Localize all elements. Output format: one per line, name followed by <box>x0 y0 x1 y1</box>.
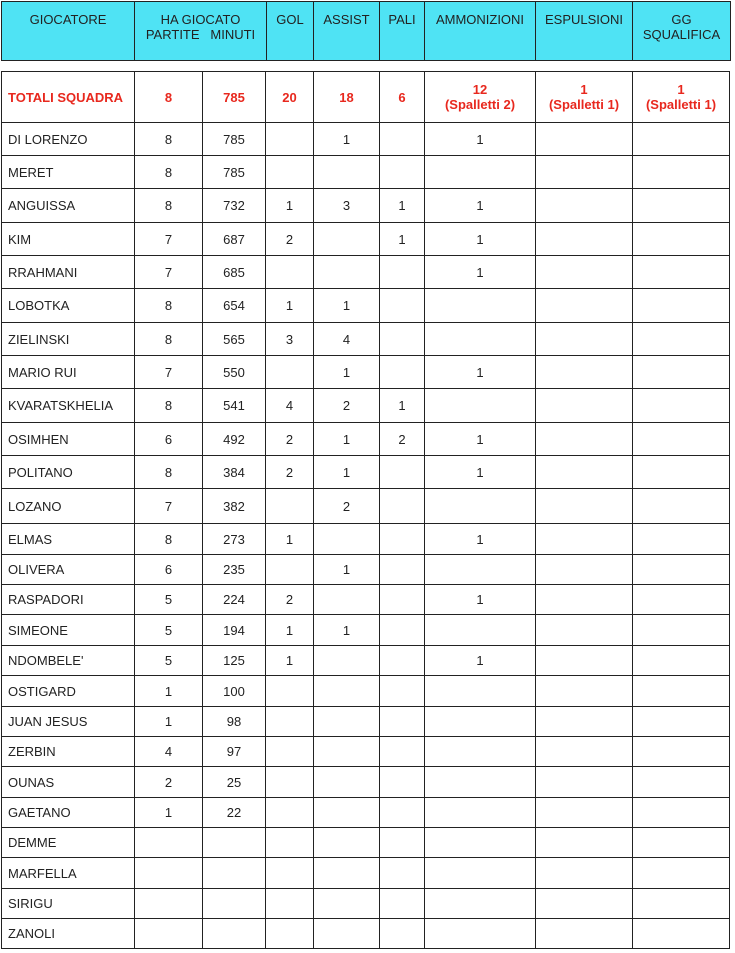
player-gol: 1 <box>266 524 314 555</box>
player-minuti: 22 <box>203 798 266 828</box>
table-row <box>2 256 730 289</box>
totals-ammonizioni-value: 12 <box>472 82 488 97</box>
player-minuti: 685 <box>203 256 266 289</box>
player-squalifica <box>633 798 730 828</box>
player-partite: 1 <box>135 676 203 707</box>
player-espulsioni <box>536 489 633 524</box>
player-pali <box>380 767 425 798</box>
player-name: ZANOLI <box>2 919 135 949</box>
table-row <box>2 767 730 798</box>
player-ammonizioni <box>425 555 536 585</box>
player-ammonizioni <box>425 919 536 949</box>
player-name: NDOMBELE' <box>2 646 135 676</box>
player-ammonizioni <box>425 676 536 707</box>
totals-espulsioni-note: (Spalletti 1) <box>548 97 620 112</box>
player-partite: 6 <box>135 555 203 585</box>
player-pali <box>380 615 425 646</box>
player-squalifica <box>633 585 730 615</box>
player-squalifica <box>633 858 730 889</box>
table-row <box>2 919 730 949</box>
player-squalifica <box>633 123 730 156</box>
player-squalifica <box>633 828 730 858</box>
table-row <box>2 456 730 489</box>
player-squalifica <box>633 323 730 356</box>
player-partite: 6 <box>135 423 203 456</box>
player-name: KIM <box>2 223 135 256</box>
header-pali: PALI <box>380 2 425 61</box>
player-squalifica <box>633 189 730 223</box>
player-pali: 1 <box>380 189 425 223</box>
header-gol: GOL <box>267 2 314 61</box>
player-minuti: 235 <box>203 555 266 585</box>
header-squalifica: SQUALIFICA <box>642 27 721 42</box>
stats-table <box>1 71 730 949</box>
player-partite: 7 <box>135 223 203 256</box>
player-name: ANGUISSA <box>2 189 135 223</box>
player-minuti: 382 <box>203 489 266 524</box>
player-squalifica <box>633 555 730 585</box>
table-row <box>2 798 730 828</box>
player-minuti <box>203 828 266 858</box>
player-pali <box>380 123 425 156</box>
table-row <box>2 707 730 737</box>
player-ammonizioni <box>425 389 536 423</box>
player-minuti <box>203 889 266 919</box>
table-row <box>2 323 730 356</box>
player-partite: 8 <box>135 456 203 489</box>
player-ammonizioni <box>425 156 536 189</box>
player-espulsioni <box>536 707 633 737</box>
player-espulsioni <box>536 919 633 949</box>
player-ammonizioni <box>425 798 536 828</box>
header-gg: GG <box>671 12 692 27</box>
player-gol <box>266 123 314 156</box>
player-gol <box>266 256 314 289</box>
player-ammonizioni: 1 <box>425 646 536 676</box>
table-row <box>2 123 730 156</box>
player-ammonizioni <box>425 737 536 767</box>
player-partite: 8 <box>135 189 203 223</box>
player-gol <box>266 356 314 389</box>
player-pali: 2 <box>380 423 425 456</box>
player-pali <box>380 828 425 858</box>
header-partite-minuti: PARTITE MINUTI <box>145 27 256 42</box>
table-row <box>2 489 730 524</box>
player-minuti: 98 <box>203 707 266 737</box>
player-assist: 3 <box>314 189 380 223</box>
player-minuti: 194 <box>203 615 266 646</box>
player-minuti: 654 <box>203 289 266 323</box>
player-espulsioni <box>536 456 633 489</box>
player-ammonizioni: 1 <box>425 456 536 489</box>
totals-espulsioni-value: 1 <box>580 82 588 97</box>
player-minuti: 25 <box>203 767 266 798</box>
player-assist <box>314 828 380 858</box>
player-minuti: 732 <box>203 189 266 223</box>
player-gol <box>266 767 314 798</box>
player-name: OSIMHEN <box>2 423 135 456</box>
player-minuti: 384 <box>203 456 266 489</box>
player-gol: 2 <box>266 423 314 456</box>
table-row <box>2 189 730 223</box>
player-assist: 1 <box>314 289 380 323</box>
player-ammonizioni: 1 <box>425 423 536 456</box>
player-ammonizioni <box>425 707 536 737</box>
player-gol: 1 <box>266 189 314 223</box>
header-gg-squalifica <box>633 2 731 61</box>
player-squalifica <box>633 289 730 323</box>
player-squalifica <box>633 423 730 456</box>
player-espulsioni <box>536 737 633 767</box>
player-squalifica <box>633 615 730 646</box>
player-name: RASPADORI <box>2 585 135 615</box>
player-pali <box>380 889 425 919</box>
player-minuti: 125 <box>203 646 266 676</box>
player-squalifica <box>633 256 730 289</box>
table-row <box>2 524 730 555</box>
player-name: KVARATSKHELIA <box>2 389 135 423</box>
table-row <box>2 356 730 389</box>
player-gol: 2 <box>266 585 314 615</box>
player-partite: 4 <box>135 737 203 767</box>
player-pali <box>380 156 425 189</box>
player-partite: 8 <box>135 389 203 423</box>
player-pali <box>380 289 425 323</box>
player-squalifica <box>633 389 730 423</box>
totals-partite: 8 <box>135 72 203 123</box>
player-minuti: 687 <box>203 223 266 256</box>
player-pali: 1 <box>380 389 425 423</box>
player-partite: 8 <box>135 156 203 189</box>
header-giocatore: GIOCATORE <box>2 2 135 61</box>
player-squalifica <box>633 524 730 555</box>
player-assist <box>314 737 380 767</box>
player-assist <box>314 767 380 798</box>
player-squalifica <box>633 707 730 737</box>
player-ammonizioni <box>425 289 536 323</box>
player-pali <box>380 676 425 707</box>
player-name: ZIELINSKI <box>2 323 135 356</box>
player-espulsioni <box>536 123 633 156</box>
player-name: SIRIGU <box>2 889 135 919</box>
player-gol: 1 <box>266 646 314 676</box>
player-squalifica <box>633 919 730 949</box>
player-assist: 1 <box>314 423 380 456</box>
player-assist: 2 <box>314 389 380 423</box>
player-ammonizioni <box>425 489 536 524</box>
player-gol <box>266 707 314 737</box>
player-minuti: 273 <box>203 524 266 555</box>
player-partite <box>135 828 203 858</box>
player-ammonizioni <box>425 615 536 646</box>
totals-squalifica-note: (Spalletti 1) <box>645 97 717 112</box>
player-partite: 8 <box>135 123 203 156</box>
player-name: OLIVERA <box>2 555 135 585</box>
totals-ammonizioni-note: (Spalletti 2) <box>444 97 516 112</box>
player-pali <box>380 456 425 489</box>
totals-squalifica-value: 1 <box>677 82 685 97</box>
player-gol: 2 <box>266 456 314 489</box>
player-gol <box>266 676 314 707</box>
header-ammonizioni: AMMONIZIONI <box>425 2 536 61</box>
player-squalifica <box>633 356 730 389</box>
player-name: POLITANO <box>2 456 135 489</box>
player-pali <box>380 489 425 524</box>
player-espulsioni <box>536 389 633 423</box>
player-assist: 1 <box>314 123 380 156</box>
player-partite: 5 <box>135 646 203 676</box>
player-squalifica <box>633 156 730 189</box>
player-pali <box>380 323 425 356</box>
player-gol <box>266 156 314 189</box>
player-ammonizioni: 1 <box>425 524 536 555</box>
player-partite: 7 <box>135 356 203 389</box>
table-row <box>2 828 730 858</box>
player-assist <box>314 858 380 889</box>
totals-minuti: 785 <box>203 72 266 123</box>
player-espulsioni <box>536 767 633 798</box>
player-partite: 1 <box>135 707 203 737</box>
player-ammonizioni <box>425 767 536 798</box>
player-minuti <box>203 919 266 949</box>
player-assist <box>314 798 380 828</box>
player-squalifica <box>633 456 730 489</box>
player-squalifica <box>633 767 730 798</box>
player-pali <box>380 919 425 949</box>
player-partite <box>135 858 203 889</box>
player-minuti: 97 <box>203 737 266 767</box>
player-espulsioni <box>536 858 633 889</box>
totals-squalifica <box>633 72 730 123</box>
player-name: ELMAS <box>2 524 135 555</box>
player-assist: 4 <box>314 323 380 356</box>
player-gol: 1 <box>266 615 314 646</box>
player-gol: 2 <box>266 223 314 256</box>
player-minuti: 785 <box>203 156 266 189</box>
table-row <box>2 156 730 189</box>
player-name: LOBOTKA <box>2 289 135 323</box>
player-name: SIMEONE <box>2 615 135 646</box>
player-partite: 8 <box>135 289 203 323</box>
player-name: DEMME <box>2 828 135 858</box>
player-assist <box>314 256 380 289</box>
player-assist <box>314 676 380 707</box>
header-espulsioni: ESPULSIONI <box>536 2 633 61</box>
player-gol: 3 <box>266 323 314 356</box>
player-espulsioni <box>536 889 633 919</box>
player-ammonizioni: 1 <box>425 123 536 156</box>
table-row <box>2 858 730 889</box>
header-assist: ASSIST <box>314 2 380 61</box>
player-assist <box>314 889 380 919</box>
player-espulsioni <box>536 555 633 585</box>
player-name: LOZANO <box>2 489 135 524</box>
player-espulsioni <box>536 828 633 858</box>
player-squalifica <box>633 646 730 676</box>
player-ammonizioni: 1 <box>425 256 536 289</box>
player-assist: 1 <box>314 555 380 585</box>
player-gol <box>266 798 314 828</box>
player-name: ZERBIN <box>2 737 135 767</box>
player-squalifica <box>633 223 730 256</box>
player-ammonizioni <box>425 323 536 356</box>
player-name: GAETANO <box>2 798 135 828</box>
player-assist: 1 <box>314 456 380 489</box>
player-gol: 4 <box>266 389 314 423</box>
player-gol <box>266 919 314 949</box>
player-espulsioni <box>536 615 633 646</box>
player-assist: 2 <box>314 489 380 524</box>
player-espulsioni <box>536 323 633 356</box>
player-ammonizioni <box>425 828 536 858</box>
player-ammonizioni: 1 <box>425 356 536 389</box>
player-minuti: 785 <box>203 123 266 156</box>
table-row <box>2 737 730 767</box>
player-gol <box>266 555 314 585</box>
player-pali <box>380 798 425 828</box>
player-partite: 8 <box>135 524 203 555</box>
table-row <box>2 223 730 256</box>
player-ammonizioni <box>425 889 536 919</box>
player-pali <box>380 555 425 585</box>
player-minuti <box>203 858 266 889</box>
player-gol <box>266 858 314 889</box>
player-name: DI LORENZO <box>2 123 135 156</box>
totals-espulsioni <box>536 72 633 123</box>
player-gol <box>266 737 314 767</box>
player-squalifica <box>633 489 730 524</box>
player-pali <box>380 646 425 676</box>
player-espulsioni <box>536 676 633 707</box>
player-pali <box>380 737 425 767</box>
player-gol <box>266 889 314 919</box>
player-pali: 1 <box>380 223 425 256</box>
player-assist <box>314 707 380 737</box>
player-partite: 5 <box>135 585 203 615</box>
player-name: MERET <box>2 156 135 189</box>
totals-row <box>2 72 730 123</box>
player-partite: 1 <box>135 798 203 828</box>
player-espulsioni <box>536 156 633 189</box>
player-partite <box>135 919 203 949</box>
player-assist <box>314 223 380 256</box>
player-minuti: 224 <box>203 585 266 615</box>
table-row <box>2 585 730 615</box>
table-row <box>2 676 730 707</box>
table-row <box>2 389 730 423</box>
player-name: RRAHMANI <box>2 256 135 289</box>
player-espulsioni <box>536 223 633 256</box>
player-assist <box>314 585 380 615</box>
table-row <box>2 889 730 919</box>
player-espulsioni <box>536 585 633 615</box>
player-name: OSTIGARD <box>2 676 135 707</box>
player-espulsioni <box>536 524 633 555</box>
player-assist <box>314 646 380 676</box>
player-pali <box>380 858 425 889</box>
player-squalifica <box>633 889 730 919</box>
player-gol <box>266 489 314 524</box>
player-partite: 8 <box>135 323 203 356</box>
totals-pali: 6 <box>380 72 425 123</box>
stats-table-body <box>2 72 730 949</box>
table-row <box>2 646 730 676</box>
player-pali <box>380 585 425 615</box>
player-pali <box>380 707 425 737</box>
player-gol <box>266 828 314 858</box>
header-ha-giocato-title: HA GIOCATO <box>160 12 241 27</box>
player-partite: 5 <box>135 615 203 646</box>
player-partite: 2 <box>135 767 203 798</box>
totals-ammonizioni <box>425 72 536 123</box>
header-row <box>2 2 731 61</box>
player-assist <box>314 524 380 555</box>
totals-gol: 20 <box>266 72 314 123</box>
player-espulsioni <box>536 256 633 289</box>
table-row <box>2 615 730 646</box>
player-assist: 1 <box>314 356 380 389</box>
player-partite: 7 <box>135 489 203 524</box>
player-ammonizioni: 1 <box>425 223 536 256</box>
player-gol: 1 <box>266 289 314 323</box>
player-pali <box>380 256 425 289</box>
player-assist <box>314 919 380 949</box>
player-assist <box>314 156 380 189</box>
player-partite <box>135 889 203 919</box>
totals-label: TOTALI SQUADRA <box>2 72 135 123</box>
table-row <box>2 423 730 456</box>
player-espulsioni <box>536 423 633 456</box>
player-pali <box>380 524 425 555</box>
player-squalifica <box>633 737 730 767</box>
player-espulsioni <box>536 356 633 389</box>
player-minuti: 492 <box>203 423 266 456</box>
player-ammonizioni: 1 <box>425 585 536 615</box>
player-name: JUAN JESUS <box>2 707 135 737</box>
player-name: MARFELLA <box>2 858 135 889</box>
player-ammonizioni: 1 <box>425 189 536 223</box>
player-espulsioni <box>536 798 633 828</box>
player-espulsioni <box>536 646 633 676</box>
table-row <box>2 289 730 323</box>
player-espulsioni <box>536 289 633 323</box>
totals-assist: 18 <box>314 72 380 123</box>
player-name: MARIO RUI <box>2 356 135 389</box>
player-partite: 7 <box>135 256 203 289</box>
player-name: OUNAS <box>2 767 135 798</box>
player-minuti: 541 <box>203 389 266 423</box>
player-squalifica <box>633 676 730 707</box>
player-minuti: 550 <box>203 356 266 389</box>
table-row <box>2 555 730 585</box>
header-ha-giocato <box>135 2 267 61</box>
player-minuti: 100 <box>203 676 266 707</box>
player-ammonizioni <box>425 858 536 889</box>
player-espulsioni <box>536 189 633 223</box>
header-table <box>1 1 731 61</box>
player-minuti: 565 <box>203 323 266 356</box>
player-pali <box>380 356 425 389</box>
player-assist: 1 <box>314 615 380 646</box>
